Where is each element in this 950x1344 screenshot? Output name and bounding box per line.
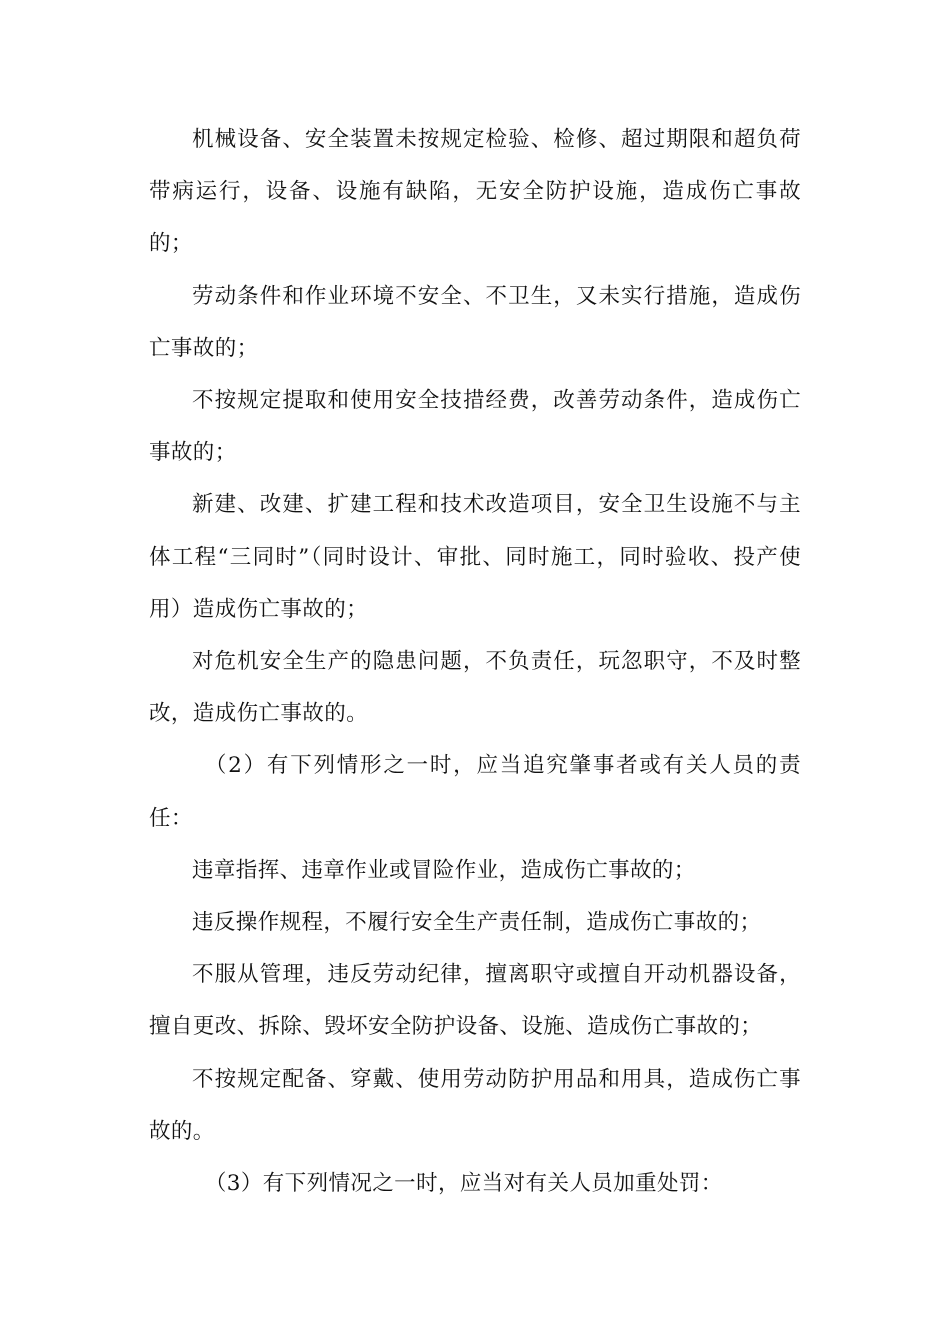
paragraph-three-simultaneous: 新建、改建、扩建工程和技术改造项目，安全卫生设施不与主体工程“三同时”（同时设计、审批、同时施工，同时验收、投产使用）造成伤亡事故的；	[149, 492, 801, 622]
paragraph-protective-equipment: 不按规定配备、穿戴、使用劳动防护用品和用具，造成伤亡事故的。	[149, 1066, 801, 1144]
document-body	[149, 114, 801, 1210]
paragraph-operating-rules: 违反操作规程，不履行安全生产责任制，造成伤亡事故的；	[192, 910, 762, 936]
paragraph-hidden-dangers: 对危机安全生产的隐患问题，不负责任，玩忽职守，不及时整改，造成伤亡事故的。	[149, 649, 801, 727]
paragraph-equipment-defects: 机械设备、安全装置未按规定检验、检修、超过期限和超负荷带病运行，设备、设施有缺陷，无安全防护设施，造成伤亡事故的；	[149, 127, 801, 257]
section-heading-3: （3）有下列情况之一时，应当对有关人员加重处罚：	[204, 1171, 723, 1197]
section-heading-2: （2）有下列情形之一时，应当追究肇事者或有关人员的责任：	[149, 753, 801, 831]
paragraph-discipline: 不服从管理，违反劳动纪律，擅离职守或擅自开动机器设备，擅自更改、拆除、毁坏安全防护设备、设施、造成伤亡事故的；	[149, 962, 801, 1040]
paragraph-safety-funds: 不按规定提取和使用安全技措经费，改善劳动条件，造成伤亡事故的；	[149, 388, 801, 466]
paragraph-illegal-command: 违章指挥、违章作业或冒险作业，造成伤亡事故的；	[192, 857, 696, 883]
paragraph-unsafe-conditions: 劳动条件和作业环境不安全、不卫生，又未实行措施，造成伤亡事故的；	[149, 283, 801, 361]
